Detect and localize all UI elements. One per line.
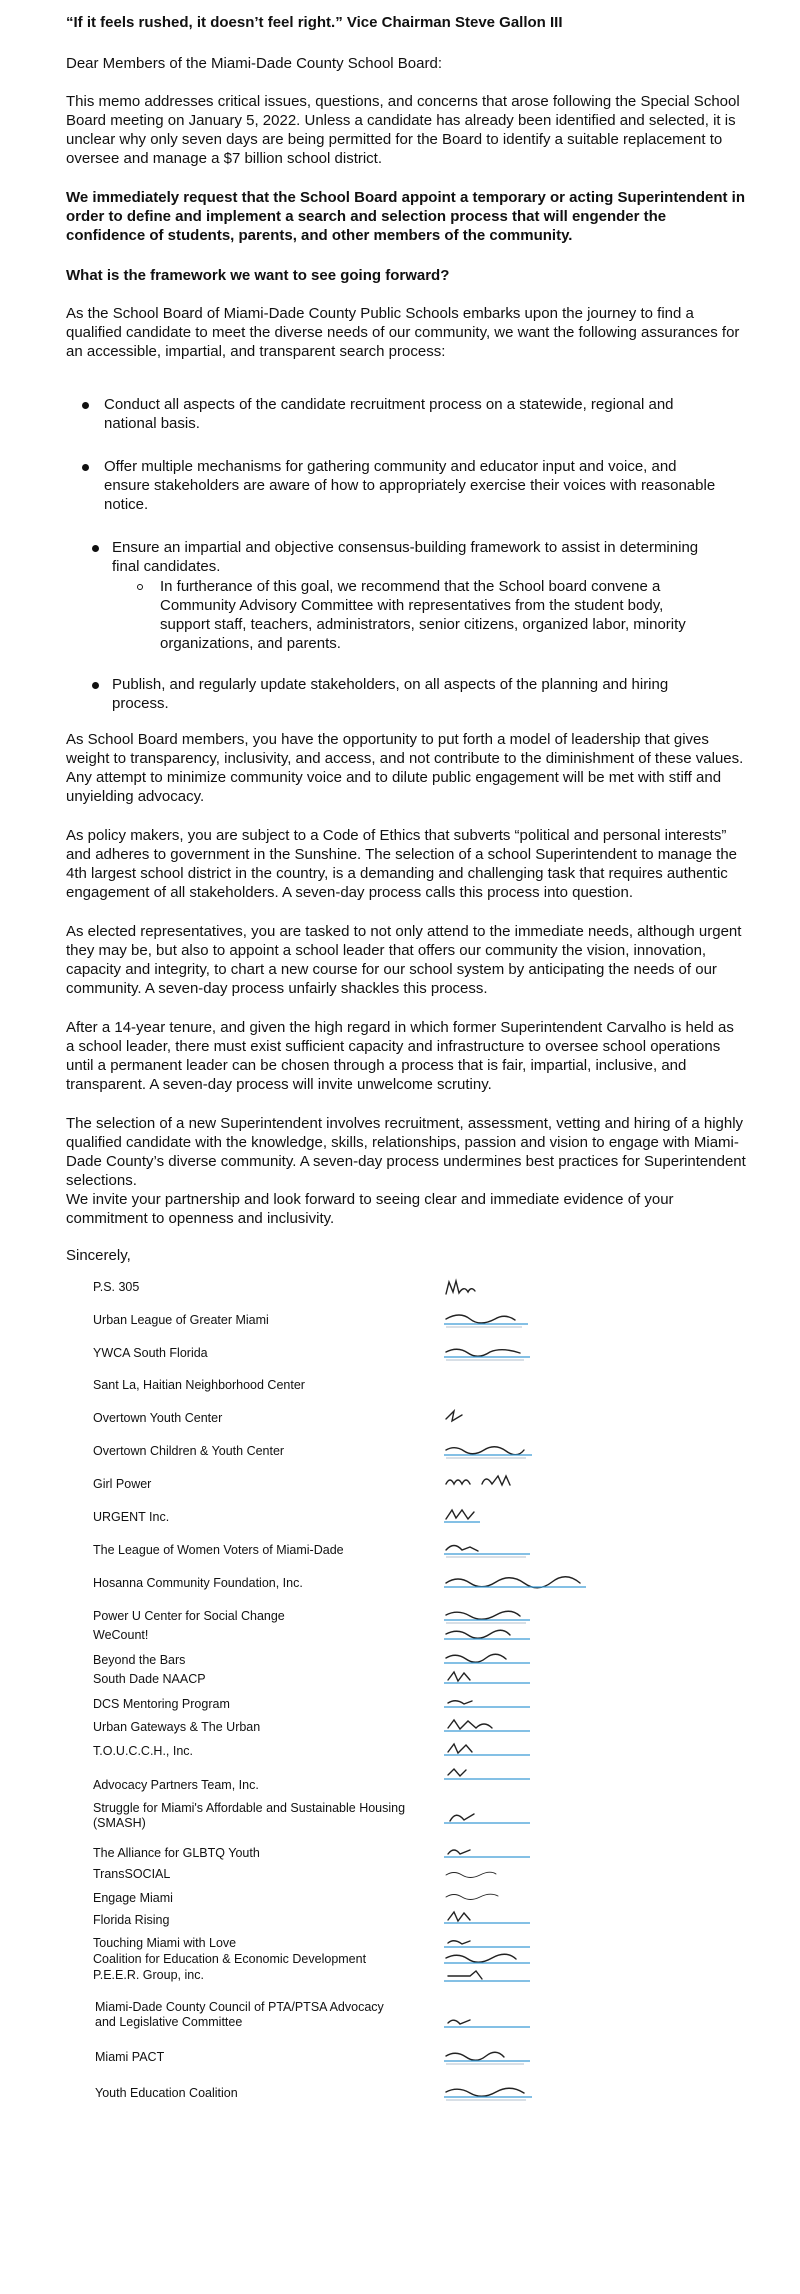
signature-dcs-mentoring bbox=[440, 1690, 590, 1712]
signature-alliance-glbtq bbox=[440, 1840, 590, 1862]
sub-bullet-item: In furtherance of this goal, we recommend that the School board convene a Community Advisory Committee with representatives from the student body, support staff, teachers, administrators, senior citizens, organized labor, minority organizations, and parents. bbox=[160, 578, 686, 652]
signature-wecount bbox=[440, 1622, 590, 1644]
signatory-org: Struggle for Miami's Affordable and Sustainable Housing (SMASH) bbox=[93, 1801, 406, 1830]
signatory-org: Sant La, Haitian Neighborhood Center bbox=[93, 1378, 305, 1392]
framework-question: What is the framework we want to see going forward? bbox=[66, 267, 450, 284]
signatory-org: WeCount! bbox=[93, 1628, 149, 1642]
bullet-dot bbox=[92, 682, 99, 689]
bullet-item: Offer multiple mechanisms for gathering community and educator input and voice, and ensure stakeholders are aware of how to appropriately exercise their voices with reasonable notice. bbox=[104, 458, 716, 513]
signature-beyond-the-bars bbox=[440, 1646, 590, 1668]
signatory-org: Hosanna Community Foundation, Inc. bbox=[93, 1576, 303, 1590]
paragraph-assurances: As the School Board of Miami-Dade County Public Schools embarks upon the journey to find a qualified candidate to meet the diverse needs of our community, we want the following assurances for an accessible, impartial, and transparent search process: bbox=[66, 305, 740, 360]
signature-overtown-children bbox=[440, 1438, 590, 1460]
bullet-dot bbox=[92, 545, 99, 552]
signatory-org: Overtown Youth Center bbox=[93, 1411, 223, 1425]
signatory-org: Miami PACT bbox=[95, 2050, 165, 2064]
signature-toucch bbox=[440, 1738, 590, 1760]
signature-pta-ptsa bbox=[440, 2010, 590, 2032]
signatory-org: YWCA South Florida bbox=[93, 1346, 208, 1360]
salutation: Dear Members of the Miami-Dade County School Board: bbox=[66, 55, 442, 72]
signature-ps305 bbox=[440, 1276, 590, 1298]
signatory-org: Touching Miami with Love bbox=[93, 1936, 237, 1950]
signatory-org: Florida Rising bbox=[93, 1913, 170, 1927]
signature-girl-power bbox=[440, 1470, 590, 1492]
signature-overtown-youth bbox=[440, 1405, 590, 1427]
signature-youth-education bbox=[440, 2080, 590, 2102]
paragraph-board-members: As School Board members, you have the opportunity to put forth a model of leadership that gives weight to transparency, inclusivity, and access, and not contribute to the diminishment of these values. Any attempt to minimize community voice and to dilute public engagement will be met with stiff and unyielding advocacy. bbox=[66, 731, 744, 805]
signature-transsocial bbox=[440, 1862, 590, 1884]
signature-advocacy-partners bbox=[440, 1762, 590, 1784]
signatory-org: Engage Miami bbox=[93, 1891, 173, 1905]
signature-florida-rising bbox=[440, 1906, 590, 1928]
signatory-org: P.S. 305 bbox=[93, 1280, 140, 1294]
signatory-org: TransSOCIAL bbox=[93, 1867, 171, 1881]
signature-smash bbox=[440, 1806, 590, 1828]
bullet-item: Publish, and regularly update stakeholders, on all aspects of the planning and hiring process. bbox=[112, 676, 669, 712]
signature-hosanna bbox=[440, 1570, 590, 1592]
signature-south-dade-naacp bbox=[440, 1666, 590, 1688]
paragraph-selection: The selection of a new Superintendent involves recruitment, assessment, vetting and hiring of a highly qualified candidate with the knowledge, skills, relationships, passion and vision to engage with Miami-Dade County’s diverse community. A seven-day process undermines best practices for Superintendent selections. bbox=[66, 1115, 746, 1189]
signatory-org: Girl Power bbox=[93, 1477, 152, 1491]
paragraph-intro-issues: This memo addresses critical issues, questions, and concerns that arose following the Special School Board meeting on January 5, 2022. Unless a candidate has already been identified and selected, it is unclear why only seven days are being permitted for the Board to identify a suitable replacement to oversee and manage a $7 billion school district. bbox=[66, 93, 740, 167]
signature-ywca bbox=[440, 1340, 590, 1362]
signature-miami-pact bbox=[440, 2044, 590, 2066]
signatory-org: The Alliance for GLBTQ Youth bbox=[93, 1846, 260, 1860]
signature-urban-league bbox=[440, 1307, 590, 1329]
paragraph-invite: We invite your partnership and look forward to seeing clear and immediate evidence of your commitment to openness and inclusivity. bbox=[66, 1191, 674, 1227]
request-paragraph: We immediately request that the School Board appoint a temporary or acting Superintendent in order to define and implement a search and selection process that will engender the confidence of students, parents, and other members of the community. bbox=[66, 189, 745, 244]
signatory-org: Coalition for Education & Economic Development bbox=[93, 1952, 367, 1966]
sub-bullet-circle bbox=[137, 584, 143, 590]
signatory-org: Youth Education Coalition bbox=[95, 2086, 238, 2100]
signature-urban-gateways bbox=[440, 1714, 590, 1736]
signatory-org: South Dade NAACP bbox=[93, 1672, 206, 1686]
signature-urgent bbox=[440, 1504, 590, 1526]
memo-quote: “If it feels rushed, it doesn’t feel right.” Vice Chairman Steve Gallon III bbox=[66, 14, 563, 31]
signature-league-women-voters bbox=[440, 1537, 590, 1559]
paragraph-elected-reps: As elected representatives, you are tasked to not only attend to the immediate needs, although urgent they may be, but also to appoint a school leader that offers our community the vision, innovation, capacity and integrity, to chart a new course for our school system by anticipating the needs of our community. A seven-day process unfairly shackles this process. bbox=[66, 923, 742, 997]
signature-peer-group bbox=[440, 1964, 590, 1986]
paragraph-policy-makers: As policy makers, you are subject to a Code of Ethics that subverts “political and personal interests” and adheres to government in the Sunshine. The selection of a school Superintendent to manage the 4th largest school district in the country, is a demanding and challenging task that requires authentic engagement of all stakeholders. A seven-day process calls this process into question. bbox=[66, 827, 738, 901]
signatory-org: T.O.U.C.C.H., Inc. bbox=[93, 1744, 194, 1758]
closing: Sincerely, bbox=[66, 1247, 131, 1264]
signatory-org: Advocacy Partners Team, Inc. bbox=[93, 1778, 259, 1792]
signatory-org: Urban League of Greater Miami bbox=[93, 1313, 269, 1327]
signatory-org: The League of Women Voters of Miami-Dade bbox=[93, 1543, 344, 1557]
signatory-org: DCS Mentoring Program bbox=[93, 1697, 230, 1711]
bullet-dot bbox=[82, 402, 89, 409]
bullet-item: Conduct all aspects of the candidate recruitment process on a statewide, regional and national basis. bbox=[104, 396, 674, 432]
signatory-org: Overtown Children & Youth Center bbox=[93, 1444, 285, 1458]
signature-engage-miami bbox=[440, 1884, 590, 1906]
signatory-org: Miami-Dade County Council of PTA/PTSA Advocacy and Legislative Committee bbox=[95, 2000, 384, 2029]
signatory-org: URGENT Inc. bbox=[93, 1510, 170, 1524]
bullet-dot bbox=[82, 464, 89, 471]
signatory-org: Beyond the Bars bbox=[93, 1653, 186, 1667]
signatory-org: Urban Gateways & The Urban bbox=[93, 1720, 261, 1734]
bullet-item: Ensure an impartial and objective consensus-building framework to assist in determining final candidates. bbox=[112, 539, 699, 575]
signatory-org: P.E.E.R. Group, inc. bbox=[93, 1968, 204, 1982]
paragraph-tenure: After a 14-year tenure, and given the high regard in which former Superintendent Carvalho is held as a school leader, there must exist sufficient capacity and infrastructure to oversee school operations until a permanent leader can be chosen through a process that is fair, impartial, inclusive, and transparent. A seven-day process will invite unwelcome scrutiny. bbox=[66, 1019, 734, 1093]
signatory-org: Power U Center for Social Change bbox=[93, 1609, 285, 1623]
